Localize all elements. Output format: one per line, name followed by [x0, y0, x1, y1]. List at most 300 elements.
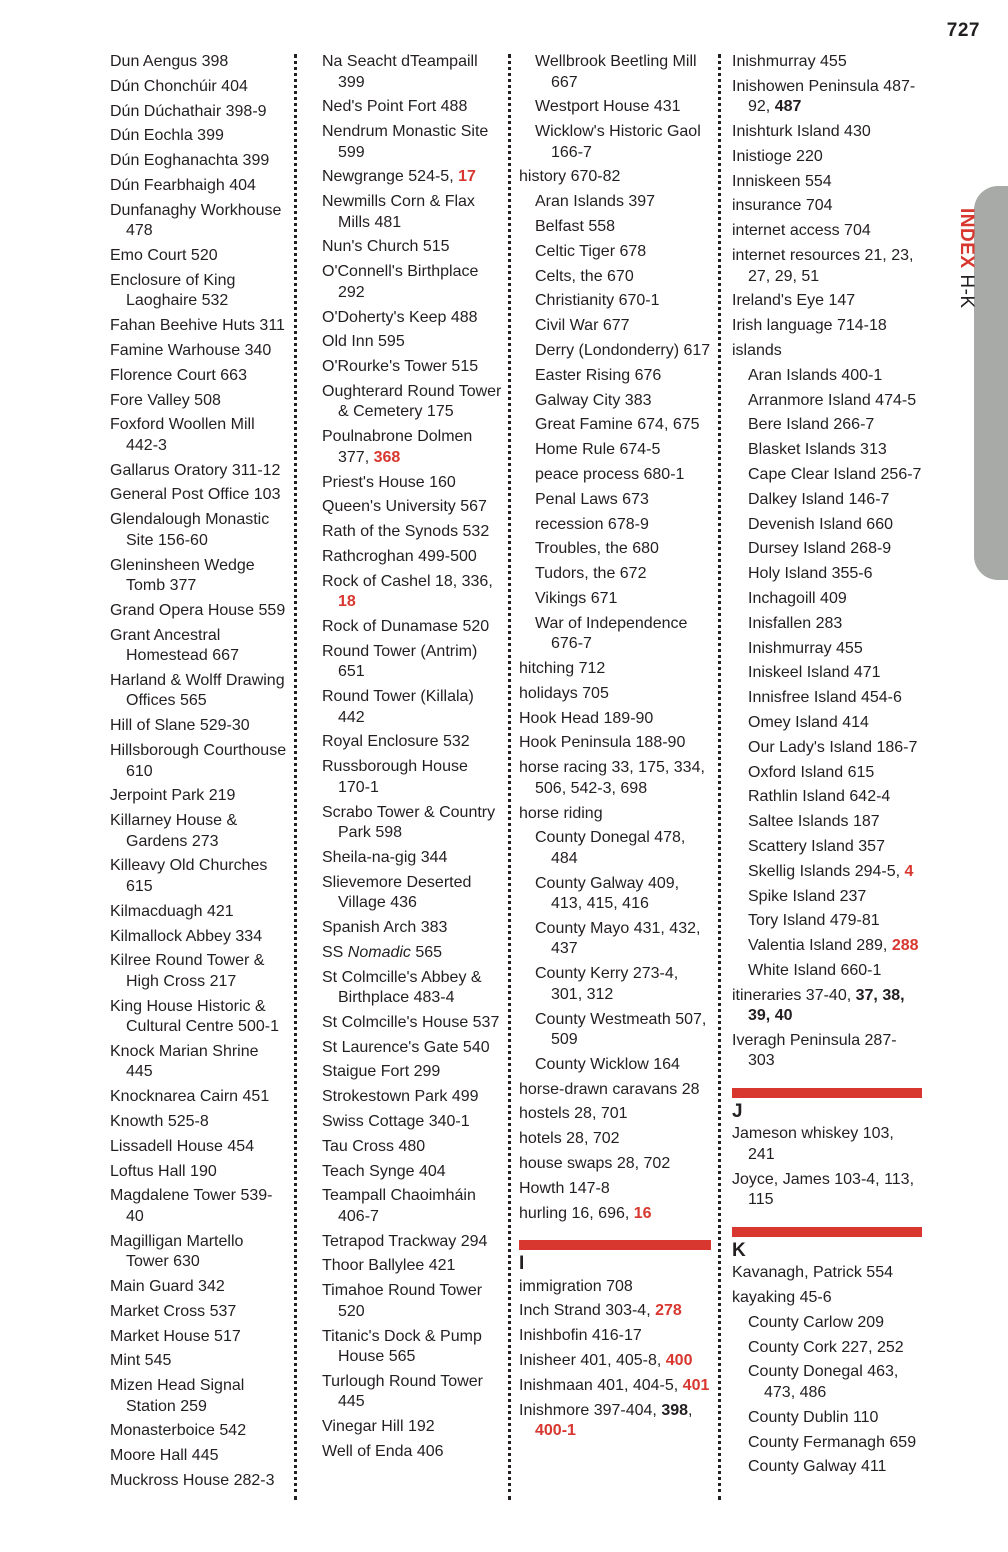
index-subentry	[732, 688, 922, 709]
entry-text: Teach Synge 404	[322, 1162, 446, 1180]
entry-text: Omey Island 414	[748, 713, 869, 731]
index-entry	[110, 1186, 288, 1227]
entry-text: Ireland's Eye 147	[732, 292, 856, 310]
index-entry	[519, 684, 711, 705]
index-entry	[322, 382, 502, 423]
entry-text: County Kerry 273-4, 301, 312	[535, 965, 679, 1003]
index-subentry	[519, 97, 711, 118]
entry-text: Rathlin Island 642-4	[748, 788, 891, 806]
section-letter: K	[732, 1239, 746, 1261]
index-entry	[519, 1277, 711, 1298]
entry-text: Home Rule 674-5	[535, 441, 661, 459]
entry-text: Spanish Arch 383	[322, 918, 448, 936]
entry-text: Dalkey Island 146-7	[748, 490, 890, 508]
index-entry	[732, 52, 922, 73]
index-subentry	[732, 539, 922, 560]
entry-text: Killarney House & Gardens 273	[110, 812, 238, 850]
entry-text: Bere Island 266-7	[748, 416, 875, 434]
entry-text: Killeavy Old Churches 615	[110, 857, 268, 895]
entry-map-page: 368	[373, 448, 401, 466]
index-entry	[110, 1162, 288, 1183]
index-entry	[110, 151, 288, 172]
entry-text: O'Connell's Birthplace 292	[322, 263, 479, 301]
entry-text: St Colmcille's House 537	[322, 1013, 500, 1031]
index-entry	[110, 556, 288, 597]
entry-text: Saltee Islands 187	[748, 813, 880, 831]
entry-text: Famine Warhouse 340	[110, 341, 272, 359]
index-entry	[322, 308, 502, 329]
index-entry	[322, 332, 502, 353]
index-entry	[110, 316, 288, 337]
index-entry	[322, 1256, 502, 1277]
entry-text: Strokestown Park 499	[322, 1088, 479, 1106]
entry-text: Titanic's Dock & Pump House 565	[322, 1327, 482, 1366]
index-entry	[322, 918, 502, 939]
index-entry	[322, 642, 502, 683]
entry-text: Aran Islands 400-1	[748, 366, 883, 384]
entry-text: Gleninsheen Wedge Tomb 377	[110, 556, 255, 595]
entry-text: County Fermanagh 659	[748, 1433, 917, 1451]
index-entry	[322, 943, 502, 964]
index-subentry	[519, 267, 711, 288]
entry-text: County Galway 411	[748, 1458, 887, 1476]
index-subentry	[732, 837, 922, 858]
entry-text: itineraries 37-40,	[732, 986, 856, 1004]
index-subentry	[519, 391, 711, 412]
entry-text: Knocknarea Cairn 451	[110, 1088, 270, 1106]
entry-map-page: 4	[904, 862, 914, 880]
index-entry	[519, 1401, 711, 1442]
entry-text: Hook Head 189-90	[519, 709, 654, 727]
entry-text: Valentia Island 289,	[748, 937, 892, 955]
index-entry	[110, 1087, 288, 1108]
entry-text: Harland & Wolff Drawing Offices 565	[110, 671, 285, 710]
index-entry	[110, 52, 288, 73]
entry-text: hitching 712	[519, 660, 606, 678]
column-divider	[294, 54, 297, 1500]
index-entry	[732, 316, 922, 337]
entry-text: Tau Cross 480	[322, 1137, 426, 1155]
entry-text: Market House 517	[110, 1327, 241, 1345]
index-subentry	[732, 663, 922, 684]
index-entry	[732, 1124, 922, 1165]
entry-text: Rathcroghan 499-500	[322, 547, 477, 565]
entry-italic-text: Nomadic	[347, 943, 411, 961]
index-entry	[322, 192, 502, 233]
entry-text: Emo Court 520	[110, 247, 218, 265]
index-subentry	[732, 515, 922, 536]
entry-text: Gallarus Oratory 311-12	[110, 461, 281, 479]
index-subentry	[732, 961, 922, 982]
entry-text: internet access 704	[732, 222, 871, 240]
entry-text: Skellig Islands 294-5,	[748, 862, 905, 880]
entry-text: Dún Fearbhaigh 404	[110, 176, 256, 194]
entry-text: Celtic Tiger 678	[535, 242, 647, 260]
entry-text: Galway City 383	[535, 391, 652, 409]
entry-text: Magilligan Martello Tower 630	[110, 1232, 244, 1271]
index-entry	[732, 1031, 922, 1072]
index-entry	[519, 1104, 711, 1125]
index-entry	[519, 804, 711, 825]
entry-text: Queen's University 567	[322, 498, 487, 516]
entry-text: history 670-82	[519, 168, 621, 186]
index-entry	[322, 262, 502, 303]
index-subentry	[519, 589, 711, 610]
entry-text: internet resources 21, 23, 27, 29, 51	[732, 247, 914, 285]
index-subentry	[519, 341, 711, 362]
index-entry	[110, 1446, 288, 1467]
entry-text: Lissadell House 454	[110, 1137, 255, 1155]
index-subentry	[519, 122, 711, 163]
entry-text: Turlough Round Tower 445	[322, 1372, 483, 1411]
index-subentry	[519, 291, 711, 312]
index-entry	[519, 1204, 711, 1225]
entry-text: hostels 28, 701	[519, 1105, 628, 1123]
index-subentry	[732, 862, 922, 883]
entry-text: hotels 28, 702	[519, 1130, 620, 1148]
index-subentry	[732, 738, 922, 759]
index-entry	[322, 497, 502, 518]
entry-text: Irish language 714-18	[732, 317, 887, 335]
index-entry	[732, 147, 922, 168]
entry-text: holidays 705	[519, 684, 609, 702]
index-entry	[110, 951, 288, 992]
entry-map-page: 16	[633, 1204, 652, 1222]
entry-bold-page: 37, 38, 39, 40	[748, 986, 905, 1025]
entry-text: Dursey Island 268-9	[748, 540, 892, 558]
index-entry	[732, 1170, 922, 1211]
entry-text: Nun's Church 515	[322, 238, 450, 256]
index-subentry	[732, 713, 922, 734]
entry-text: Hillsborough Courthouse 610	[110, 742, 287, 780]
index-subentry	[519, 192, 711, 213]
entry-map-page: 17	[458, 168, 476, 186]
side-label-range: H-K	[956, 274, 977, 309]
entry-text: Poulnabrone Dolmen 377,	[322, 428, 473, 466]
entry-text: Old Inn 595	[322, 333, 405, 351]
entry-text: County Galway 409, 413, 415, 416	[535, 874, 680, 913]
entry-text: SS	[322, 943, 348, 961]
entry-text: Inisheer 401, 405-8,	[519, 1351, 666, 1369]
index-entry	[732, 986, 922, 1027]
entry-text: Market Cross 537	[110, 1302, 237, 1320]
entry-map-page: 18	[338, 593, 356, 611]
entry-map-page: 288	[891, 937, 919, 955]
entry-text: Round Tower (Antrim) 651	[322, 642, 478, 681]
entry-text: Inishmore 397-404,	[519, 1401, 662, 1419]
entry-text: Foxford Woollen Mill 442-3	[110, 416, 255, 454]
index-entry	[519, 758, 711, 799]
side-label-index: INDEX	[956, 208, 977, 269]
index-entry	[110, 1137, 288, 1158]
entry-text: Main Guard 342	[110, 1277, 225, 1295]
entry-text: insurance 704	[732, 197, 833, 215]
index-entry	[322, 1442, 502, 1463]
entry-text: St Colmcille's Abbey & Birthplace 483-4	[322, 968, 482, 1007]
entry-bold-page: 398	[661, 1401, 689, 1419]
index-entry	[322, 1327, 502, 1368]
entry-text: Innisfree Island 454-6	[748, 689, 902, 707]
index-entry	[110, 997, 288, 1038]
entry-text: Swiss Cottage 340-1	[322, 1113, 470, 1130]
entry-text: Kilmacduagh 421	[110, 902, 234, 920]
entry-text: St Laurence's Gate 540	[322, 1038, 490, 1056]
entry-bold-page: 487	[774, 98, 802, 116]
entry-text: Kilree Round Tower & High Cross 217	[110, 952, 265, 990]
index-subentry	[732, 787, 922, 808]
entry-text: General Post Office 103	[110, 486, 281, 504]
entry-text: Dún Chonchúir 404	[110, 77, 248, 95]
index-entry	[322, 1186, 502, 1227]
index-entry	[322, 1137, 502, 1158]
index-entry	[322, 522, 502, 543]
index-entry	[110, 77, 288, 98]
index-subentry	[519, 874, 711, 915]
entry-text: Mizen Head Signal Station 259	[110, 1377, 245, 1415]
index-entry	[110, 902, 288, 923]
entry-text: Hill of Slane 529-30	[110, 717, 250, 735]
index-entry	[110, 1277, 288, 1298]
entry-text: Magdalene Tower 539-40	[110, 1187, 273, 1225]
index-subentry	[732, 465, 922, 486]
index-subentry	[732, 936, 922, 957]
index-entry	[322, 848, 502, 869]
index-subentry	[732, 763, 922, 784]
entry-text: Well of Enda 406	[322, 1442, 444, 1460]
index-subentry	[519, 242, 711, 263]
entry-map-page: 278	[655, 1302, 682, 1320]
entry-text: hurling 16, 696,	[519, 1204, 634, 1222]
entry-text: Dunfanaghy Workhouse 478	[110, 201, 282, 240]
index-subentry	[519, 465, 711, 486]
index-entry	[322, 52, 502, 93]
index-subentry	[732, 440, 922, 461]
entry-text: Ned's Point Fort 488	[322, 98, 468, 116]
column-divider	[508, 54, 511, 1500]
index-entry	[110, 341, 288, 362]
index-entry	[110, 811, 288, 852]
entry-map-page: 401	[682, 1376, 710, 1394]
entry-text: Iniskeel Island 471	[748, 664, 881, 682]
entry-text: Priest's House 160	[322, 473, 456, 491]
index-entry	[110, 415, 288, 456]
index-entry	[110, 246, 288, 267]
entry-text: Oxford Island 615	[748, 763, 875, 781]
entry-text: 565	[410, 943, 443, 961]
index-entry	[322, 237, 502, 258]
entry-text: Inishturk Island 430	[732, 123, 871, 141]
entry-text: Our Lady's Island 186-7	[748, 738, 918, 756]
entry-text: Muckross House 282-3	[110, 1472, 275, 1490]
index-subentry	[732, 1338, 922, 1359]
entry-text: Easter Rising 676	[535, 366, 662, 384]
index-subentry	[519, 539, 711, 560]
entry-text: Grand Opera House 559	[110, 601, 286, 619]
entry-text: Inniskeen 554	[732, 172, 832, 190]
entry-text: kayaking 45-6	[732, 1289, 832, 1307]
index-entry	[110, 201, 288, 242]
index-entry	[110, 716, 288, 737]
entry-text: Tudors, the 672	[535, 565, 647, 583]
index-subentry	[732, 1362, 922, 1403]
index-entry	[110, 1471, 288, 1492]
entry-text: Civil War 677	[535, 317, 630, 335]
index-entry	[519, 167, 711, 188]
index-entry	[110, 626, 288, 667]
index-subentry	[519, 1055, 711, 1076]
entry-text: immigration 708	[519, 1277, 633, 1295]
entry-text: Thoor Ballylee 421	[322, 1257, 456, 1275]
entry-text: Oughterard Round Tower & Cemetery 175	[322, 382, 502, 421]
entry-text: Inishmaan 401, 404-5,	[519, 1376, 683, 1394]
entry-text: Great Famine 674, 675	[535, 416, 700, 434]
entry-text: Kavanagh, Patrick 554	[732, 1264, 893, 1282]
index-entry	[732, 246, 922, 287]
thumb-tab	[974, 186, 1008, 580]
index-entry	[322, 572, 502, 613]
index-entry	[322, 732, 502, 753]
index-entry	[322, 547, 502, 568]
entry-text: Vinegar Hill 192	[322, 1418, 435, 1436]
entry-text: Slievemore Deserted Village 436	[322, 873, 472, 912]
entry-text: County Westmeath 507, 509	[535, 1010, 707, 1048]
entry-map-page: 400	[665, 1351, 693, 1369]
index-subentry	[519, 490, 711, 511]
index-entry	[322, 97, 502, 118]
index-entry	[322, 427, 502, 468]
entry-text: Grant Ancestral Homestead 667	[110, 626, 239, 665]
index-entry	[322, 473, 502, 494]
entry-text: Jameson whiskey 103, 241	[732, 1125, 894, 1163]
index-entry	[322, 757, 502, 798]
index-entry	[322, 1013, 502, 1034]
entry-text: County Mayo 431, 432, 437	[535, 919, 701, 958]
index-entry	[322, 1038, 502, 1059]
index-entry	[110, 461, 288, 482]
index-subentry	[732, 415, 922, 436]
index-entry	[322, 1372, 502, 1413]
index-subentry	[732, 490, 922, 511]
entry-text: Aran Islands 397	[535, 193, 656, 211]
index-entry	[110, 671, 288, 712]
entry-map-page: 400-1	[535, 1422, 576, 1440]
index-entry	[322, 968, 502, 1009]
entry-text: Vikings 671	[535, 589, 618, 607]
entry-text: County Dublin 110	[748, 1408, 879, 1426]
index-entry	[110, 510, 288, 551]
entry-text: house swaps 28, 702	[519, 1154, 671, 1172]
entry-text: Spike Island 237	[748, 887, 867, 905]
index-entry	[732, 341, 922, 362]
entry-text: recession 678-9	[535, 515, 649, 533]
entry-text: Knowth 525-8	[110, 1113, 209, 1130]
entry-text: King House Historic & Cultural Centre 500-1	[110, 997, 279, 1036]
index-entry	[322, 1162, 502, 1183]
entry-text: Rock of Dunamase 520	[322, 618, 490, 636]
entry-text: County Donegal 463, 473, 486	[748, 1363, 899, 1401]
entry-text: Inishbofin 416-17	[519, 1327, 642, 1345]
entry-text: Royal Enclosure 532	[322, 733, 470, 751]
index-subentry	[519, 440, 711, 461]
entry-text: Troubles, the 680	[535, 540, 659, 558]
index-entry	[110, 485, 288, 506]
index-entry	[322, 617, 502, 638]
index-subentry	[732, 887, 922, 908]
entry-text: peace process 680-1	[535, 465, 685, 483]
column-divider	[718, 54, 721, 1500]
index-subentry	[519, 52, 711, 93]
entry-text: Tory Island 479-81	[748, 912, 880, 930]
section-side-label	[955, 208, 977, 309]
index-entry	[519, 1154, 711, 1175]
entry-text: Rath of the Synods 532	[322, 523, 490, 541]
index-entry	[732, 196, 922, 217]
index-subentry	[732, 1313, 922, 1334]
entry-text: Derry (Londonderry) 617	[535, 341, 711, 359]
index-entry	[322, 1112, 502, 1133]
entry-text: horse riding	[519, 804, 603, 822]
index-entry	[519, 659, 711, 680]
entry-text: Inch Strand 303-4,	[519, 1302, 656, 1320]
entry-text: Staigue Fort 299	[322, 1063, 441, 1081]
index-subentry	[732, 391, 922, 412]
entry-text: County Cork 227, 252	[748, 1338, 904, 1356]
index-entry	[732, 1288, 922, 1309]
entry-text: Penal Laws 673	[535, 490, 649, 508]
index-subentry	[732, 911, 922, 932]
index-entry	[732, 1263, 922, 1284]
index-entry	[732, 77, 922, 118]
entry-text: Inishowen Peninsula 487-92,	[732, 77, 916, 116]
index-entry	[110, 856, 288, 897]
index-subentry	[732, 1408, 922, 1429]
entry-text: Tetrapod Trackway 294	[322, 1232, 488, 1250]
index-subentry	[519, 515, 711, 536]
entry-text: Loftus Hall 190	[110, 1162, 217, 1180]
index-subentry	[519, 366, 711, 387]
index-subentry	[732, 564, 922, 585]
entry-text: County Carlow 209	[748, 1313, 885, 1331]
entry-text: Cape Clear Island 256-7	[748, 465, 922, 483]
index-entry	[519, 1080, 711, 1101]
entry-text: Joyce, James 103-4, 113, 115	[732, 1170, 915, 1209]
index-entry	[732, 221, 922, 242]
entry-text: Moore Hall 445	[110, 1447, 219, 1465]
index-subentry	[519, 919, 711, 960]
index-entry	[110, 176, 288, 197]
section-divider-bar	[732, 1227, 922, 1237]
index-subentry	[519, 964, 711, 1005]
index-subentry	[519, 614, 711, 655]
index-entry	[110, 102, 288, 123]
entry-text: Scattery Island 357	[748, 837, 885, 855]
index-entry	[110, 1351, 288, 1372]
index-entry	[732, 291, 922, 312]
index-entry	[110, 271, 288, 312]
entry-text: Christianity 670-1	[535, 292, 660, 310]
entry-text: Newgrange 524-5,	[322, 168, 459, 186]
entry-text: horse-drawn caravans 28	[519, 1080, 700, 1098]
index-entry	[110, 1376, 288, 1417]
entry-text: Wellbrook Beetling Mill 667	[535, 53, 697, 91]
section-divider-bar	[519, 1240, 711, 1250]
index-column-3	[519, 52, 711, 1500]
index-entry	[519, 1351, 711, 1372]
entry-text: Round Tower (Killala) 442	[322, 688, 474, 726]
section-letter: I	[519, 1253, 525, 1275]
index-entry	[110, 786, 288, 807]
index-entry	[322, 803, 502, 844]
